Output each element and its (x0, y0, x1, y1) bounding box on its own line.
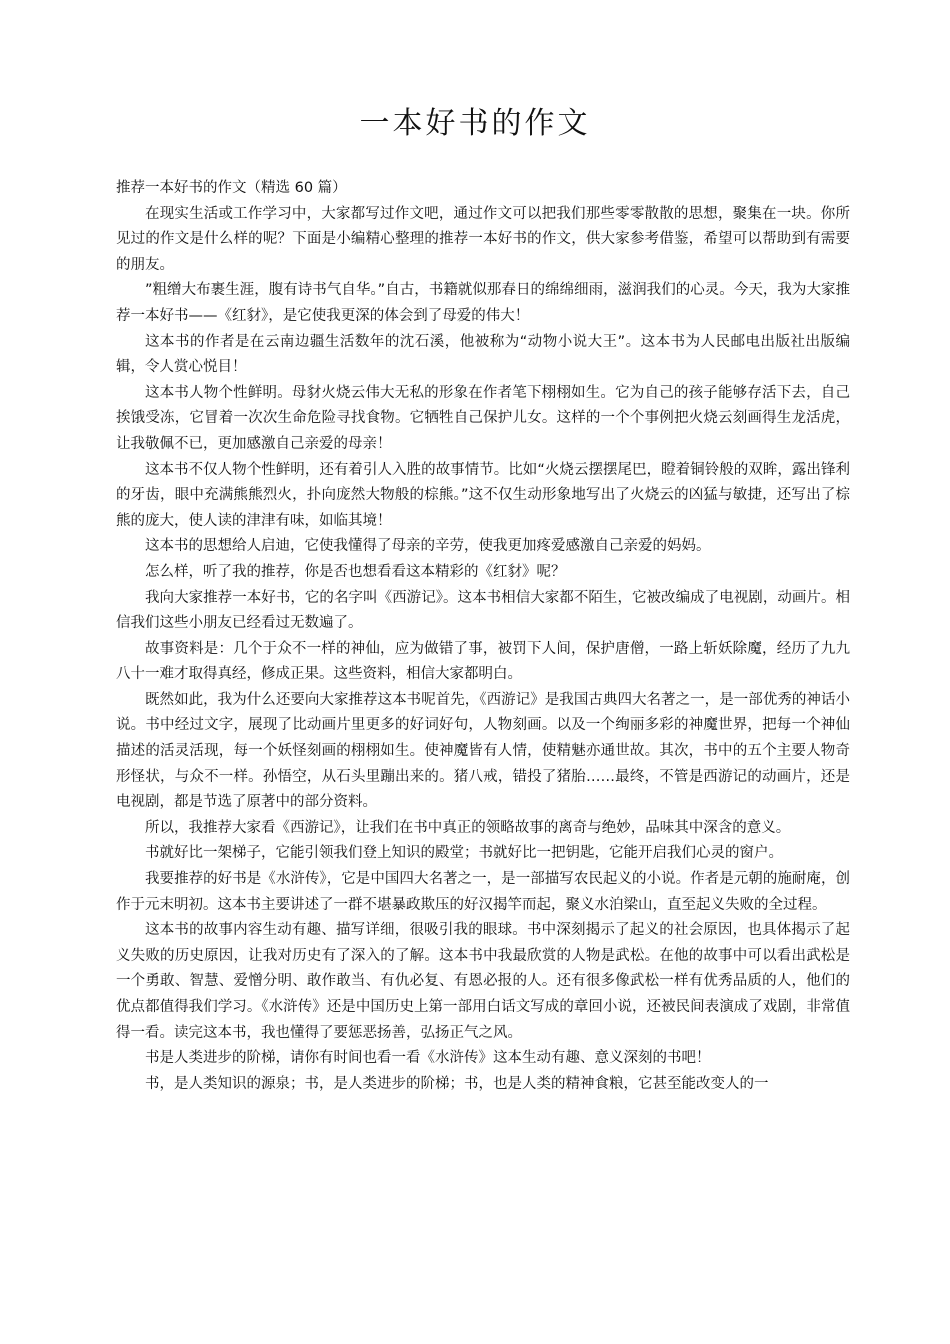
paragraph: 这本书的思想给人启迪，它使我懂得了母亲的辛劳，使我更加疼爱感激自己亲爱的妈妈。 (145, 538, 711, 555)
paragraph: 这本书的故事内容生动有趣、描写详细，很吸引我的眼球。书中深刻揭示了起义的社会原因，也具体揭示了起义失败的历史原因，让我对历史有了深入的了解。这本书中我最欣赏的人物是武松。在他的故事中可以看出武松是一个勇敢、智慧、爱憎分明、敢作敢当、有仇必复、有恩必报的人。还有很多像武松一样有优秀品质的人，他们的优点都值得我们学习。《水浒传》还是中国历史上第一部用白话文写成的章回小说，还被民间表演成了戏剧，非常值得一看。读完这本书，我也懂得了要惩恶扬善，弘扬正气之风。 (116, 922, 850, 1041)
paragraph: 我要推荐的好书是《水浒传》，它是中国四大名著之一，是一部描写农民起义的小说。作者是元朝的施耐庵，创作于元末明初。这本书主要讲述了一群不堪暴政欺压的好汉揭竿而起，聚义水泊梁山，直至起义失败的全过程。 (116, 871, 850, 913)
paragraph: 书是人类进步的阶梯，请你有时间也看一看《水浒传》这本生动有趣、意义深刻的书吧！ (145, 1050, 711, 1067)
paragraph: 既然如此，我为什么还要向大家推荐这本书呢首先，《西游记》是我国古典四大名著之一，是一部优秀的神话小说。书中经过文字，展现了比动画片里更多的好词好句，人物刻画。以及一个绚丽多彩的神魔世界，把每一个神仙描述的活灵活现，每一个妖怪刻画的栩栩如生。使神魔皆有人情，使精魅亦通世故。其次，书中的五个主要人物奇形怪状，与众不一样。孙悟空，从石头里蹦出来的。猪八戒，错投了猪胎……最终，不管是西游记的动画片，还是电视剧，都是节选了原著中的部分资料。 (116, 691, 850, 811)
paragraph: 这本书的作者是在云南边疆生活数年的沈石溪，他被称为“动物小说大王”。这本书为人民邮电出版社出版编辑，令人赏心悦目！ (116, 333, 850, 376)
paragraph: 书，是人类知识的源泉；书，是人类进步的阶梯；书，也是人类的精神食粮，它甚至能改变人的一 (145, 1075, 769, 1092)
document-subtitle: 推荐一本好书的作文（精选 60 篇） (116, 180, 347, 196)
paragraph: 我向大家推荐一本好书，它的名字叫《西游记》。这本书相信大家都不陌生，它被改编成了电视剧，动画片。相信我们这些小朋友已经看过无数遍了。 (116, 589, 850, 632)
paragraph: 怎么样，听了我的推荐，你是否也想看看这本精彩的《红豺》呢？ (145, 563, 566, 580)
document-body (116, 176, 850, 1097)
paragraph: 所以，我推荐大家看《西游记》，让我们在书中真正的领略故事的离奇与绝妙，品味其中深含的意义。 (145, 819, 791, 836)
paragraph: 这本书不仅人物个性鲜明，还有着引人入胜的故事情节。比如“火烧云摆摆尾巴，瞪着铜铃般的双眸，露出锋利的牙齿，眼中充满熊熊烈火，扑向庞然大物般的棕熊。”这不仅生动形象地写出了火烧云的凶猛与敏捷，还写出了棕熊的庞大，使人读的津津有味，如临其境！ (116, 461, 850, 529)
paragraph: 书就好比一架梯子，它能引领我们登上知识的殿堂；书就好比一把钥匙，它能开启我们心灵的窗户。 (145, 845, 783, 862)
paragraph: ”粗缯大布裹生涯，腹有诗书气自华。”自古，书籍就似那春日的绵绵细雨，滋润我们的心灵。今天，我为大家推荐一本好书——《红豺》，是它使我更深的体会到了母爱的伟大！ (116, 282, 850, 324)
paragraph: 这本书人物个性鲜明。母豺火烧云伟大无私的形象在作者笔下栩栩如生。它为自己的孩子能够存活下去，自己挨饿受冻，它冒着一次次生命危险寻找食物。它牺牲自己保护儿女。这样的一个个事例把火烧云刻画得生龙活虎，让我敬佩不已，更加感激自己亲爱的母亲！ (116, 384, 850, 452)
document-title: 一本好书的作文 (359, 106, 591, 141)
paragraph: 在现实生活或工作学习中，大家都写过作文吧，通过作文可以把我们那些零零散散的思想，聚集在一块。你所见过的作文是什么样的呢？下面是小编精心整理的推荐一本好书的作文，供大家参考借鉴，希望可以帮助到有需要的朋友。 (116, 205, 850, 273)
paragraph: 故事资料是：几个于众不一样的神仙，应为做错了事，被罚下人间，保护唐僧，一路上斩妖除魔，经历了九九八十一难才取得真经，修成正果。这些资料，相信大家都明白。 (116, 640, 850, 683)
